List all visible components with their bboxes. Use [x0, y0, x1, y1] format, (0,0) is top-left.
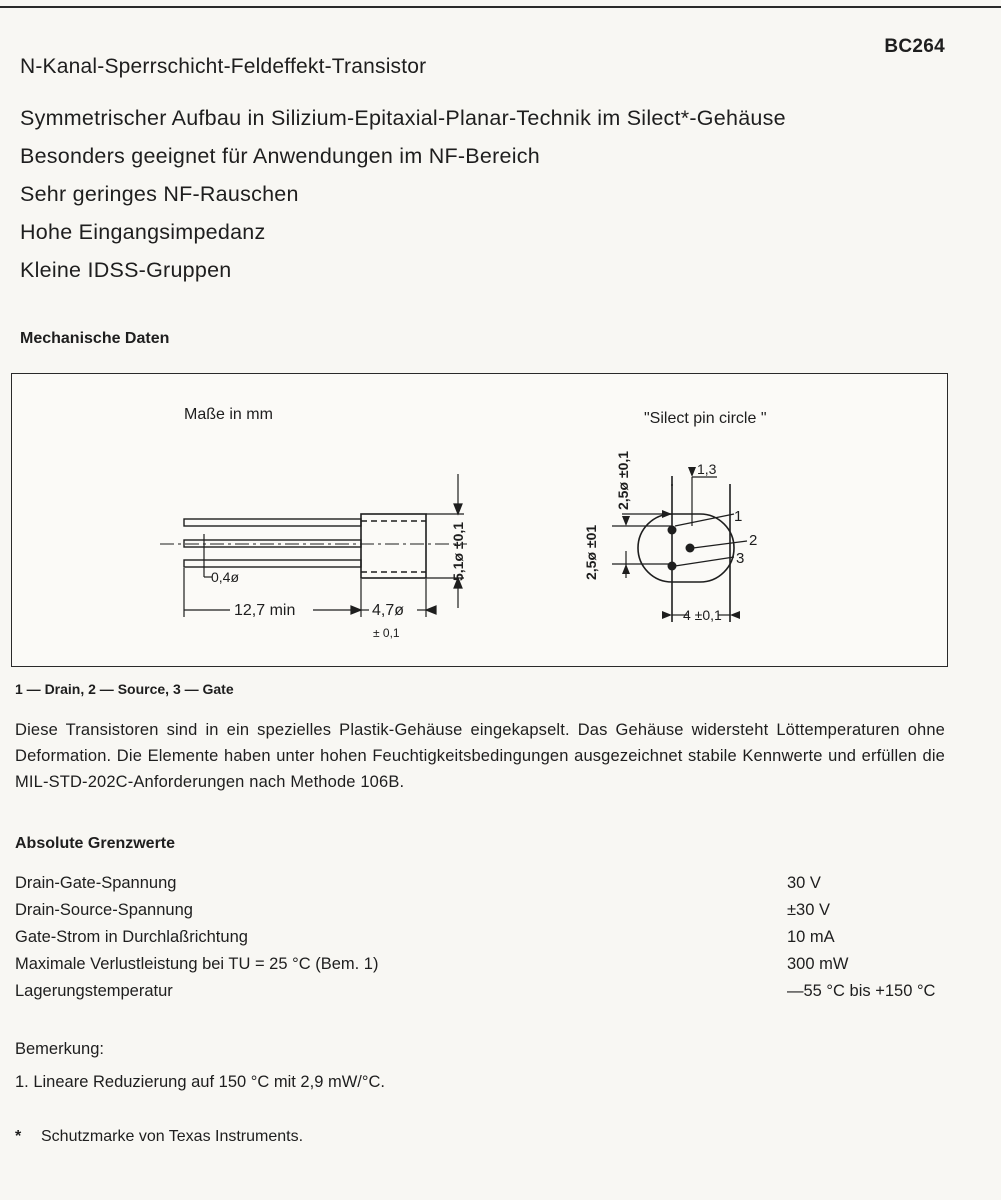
body-length-tol: ± 0,1 [373, 626, 400, 640]
limit-value: —55 °C bis +150 °C [787, 982, 936, 1000]
limit-label: Gate-Strom in Durchlaßrichtung [15, 928, 248, 946]
pin-number-3: 3 [736, 550, 745, 567]
page-subtitle: N-Kanal-Sperrschicht-Feldeffekt-Transistor [20, 55, 427, 78]
limit-label: Maximale Verlustleistung bei TU = 25 °C (Bem. 1) [15, 955, 379, 973]
limit-row [15, 978, 945, 1005]
part-number: BC264 [884, 36, 945, 57]
limit-label: Drain-Gate-Spannung [15, 874, 177, 892]
pin-offset-label: 1,3 [697, 461, 717, 477]
mechanical-diagram [11, 373, 948, 667]
transistor-body [361, 514, 426, 578]
feature-item: Kleine IDSS-Gruppen [20, 258, 232, 282]
units-label: Maße in mm [184, 406, 273, 423]
lead-diameter-label: 0,4ø [211, 569, 240, 585]
top-rule [0, 6, 1001, 8]
pin-diameter-top-label: 2,5ø ±0,1 [615, 450, 631, 510]
remark-item: 1. Lineare Reduzierung auf 150 °C mit 2,9 mW/°C. [15, 1073, 385, 1091]
pin-circle-view [612, 476, 747, 622]
description-paragraph: Diese Transistoren sind in ein spezielles Plastik-Gehäuse eingekapselt. Das Gehäuse widersteht Löttemperaturen ohne Deformation. Die Elemente haben unter hohen Feuchtigkeitsbedingungen ausgezeichnet stabile Kennwerte und erfüllen die MIL-STD-202C-Anforderungen nach Methode 106B. [15, 721, 945, 791]
pin-view-arrows [622, 467, 743, 619]
footnote-text: Schutzmarke von Texas Instruments. [41, 1128, 304, 1145]
feature-item: Symmetrischer Aufbau in Silizium-Epitaxial-Planar-Technik im Silect*-Gehäuse [20, 106, 786, 130]
pin-number-2: 2 [749, 532, 758, 549]
pin-3-dot [668, 562, 677, 571]
limit-value: 10 mA [787, 928, 835, 946]
mechanical-heading: Mechanische Daten [20, 330, 170, 347]
body-length-label: 4,7ø [372, 602, 405, 619]
limits-table [15, 870, 945, 1005]
limit-label: Drain-Source-Spannung [15, 901, 193, 919]
limits-heading: Absolute Grenzwerte [15, 835, 176, 852]
limit-row [15, 924, 945, 951]
limit-row [15, 897, 945, 924]
feature-list [20, 103, 786, 293]
footnote-marker: * [15, 1128, 22, 1145]
lead-length-label: 12,7 min [234, 602, 296, 619]
limit-value: 300 mW [787, 955, 849, 973]
footnote [15, 1128, 303, 1146]
limit-label: Lagerungstemperatur [15, 982, 173, 1000]
remarks-heading: Bemerkung: [15, 1040, 104, 1058]
pin-1-dot [668, 526, 677, 535]
body-diameter-label: 5,1ø ±0,1 [450, 521, 466, 581]
pin-legend: 1 — Drain, 2 — Source, 3 — Gate [15, 681, 234, 697]
limit-value: 30 V [787, 874, 821, 892]
pin-span-label: 4 ±0,1 [683, 607, 722, 623]
feature-item: Hohe Eingangsimpedanz [20, 220, 266, 244]
feature-item: Sehr geringes NF-Rauschen [20, 182, 299, 206]
limit-row [15, 870, 945, 897]
package-drawing [12, 374, 947, 666]
pin-2-dot [686, 544, 695, 553]
pin-number-1: 1 [734, 508, 743, 525]
pin-diameter-left-label: 2,5ø ±01 [583, 524, 599, 580]
lead-wires [184, 519, 361, 567]
limit-value: ±30 V [787, 901, 830, 919]
pin-circle-label: "Silect pin circle " [644, 410, 767, 427]
feature-item: Besonders geeignet für Anwendungen im NF-Bereich [20, 144, 540, 168]
limit-row [15, 951, 945, 978]
